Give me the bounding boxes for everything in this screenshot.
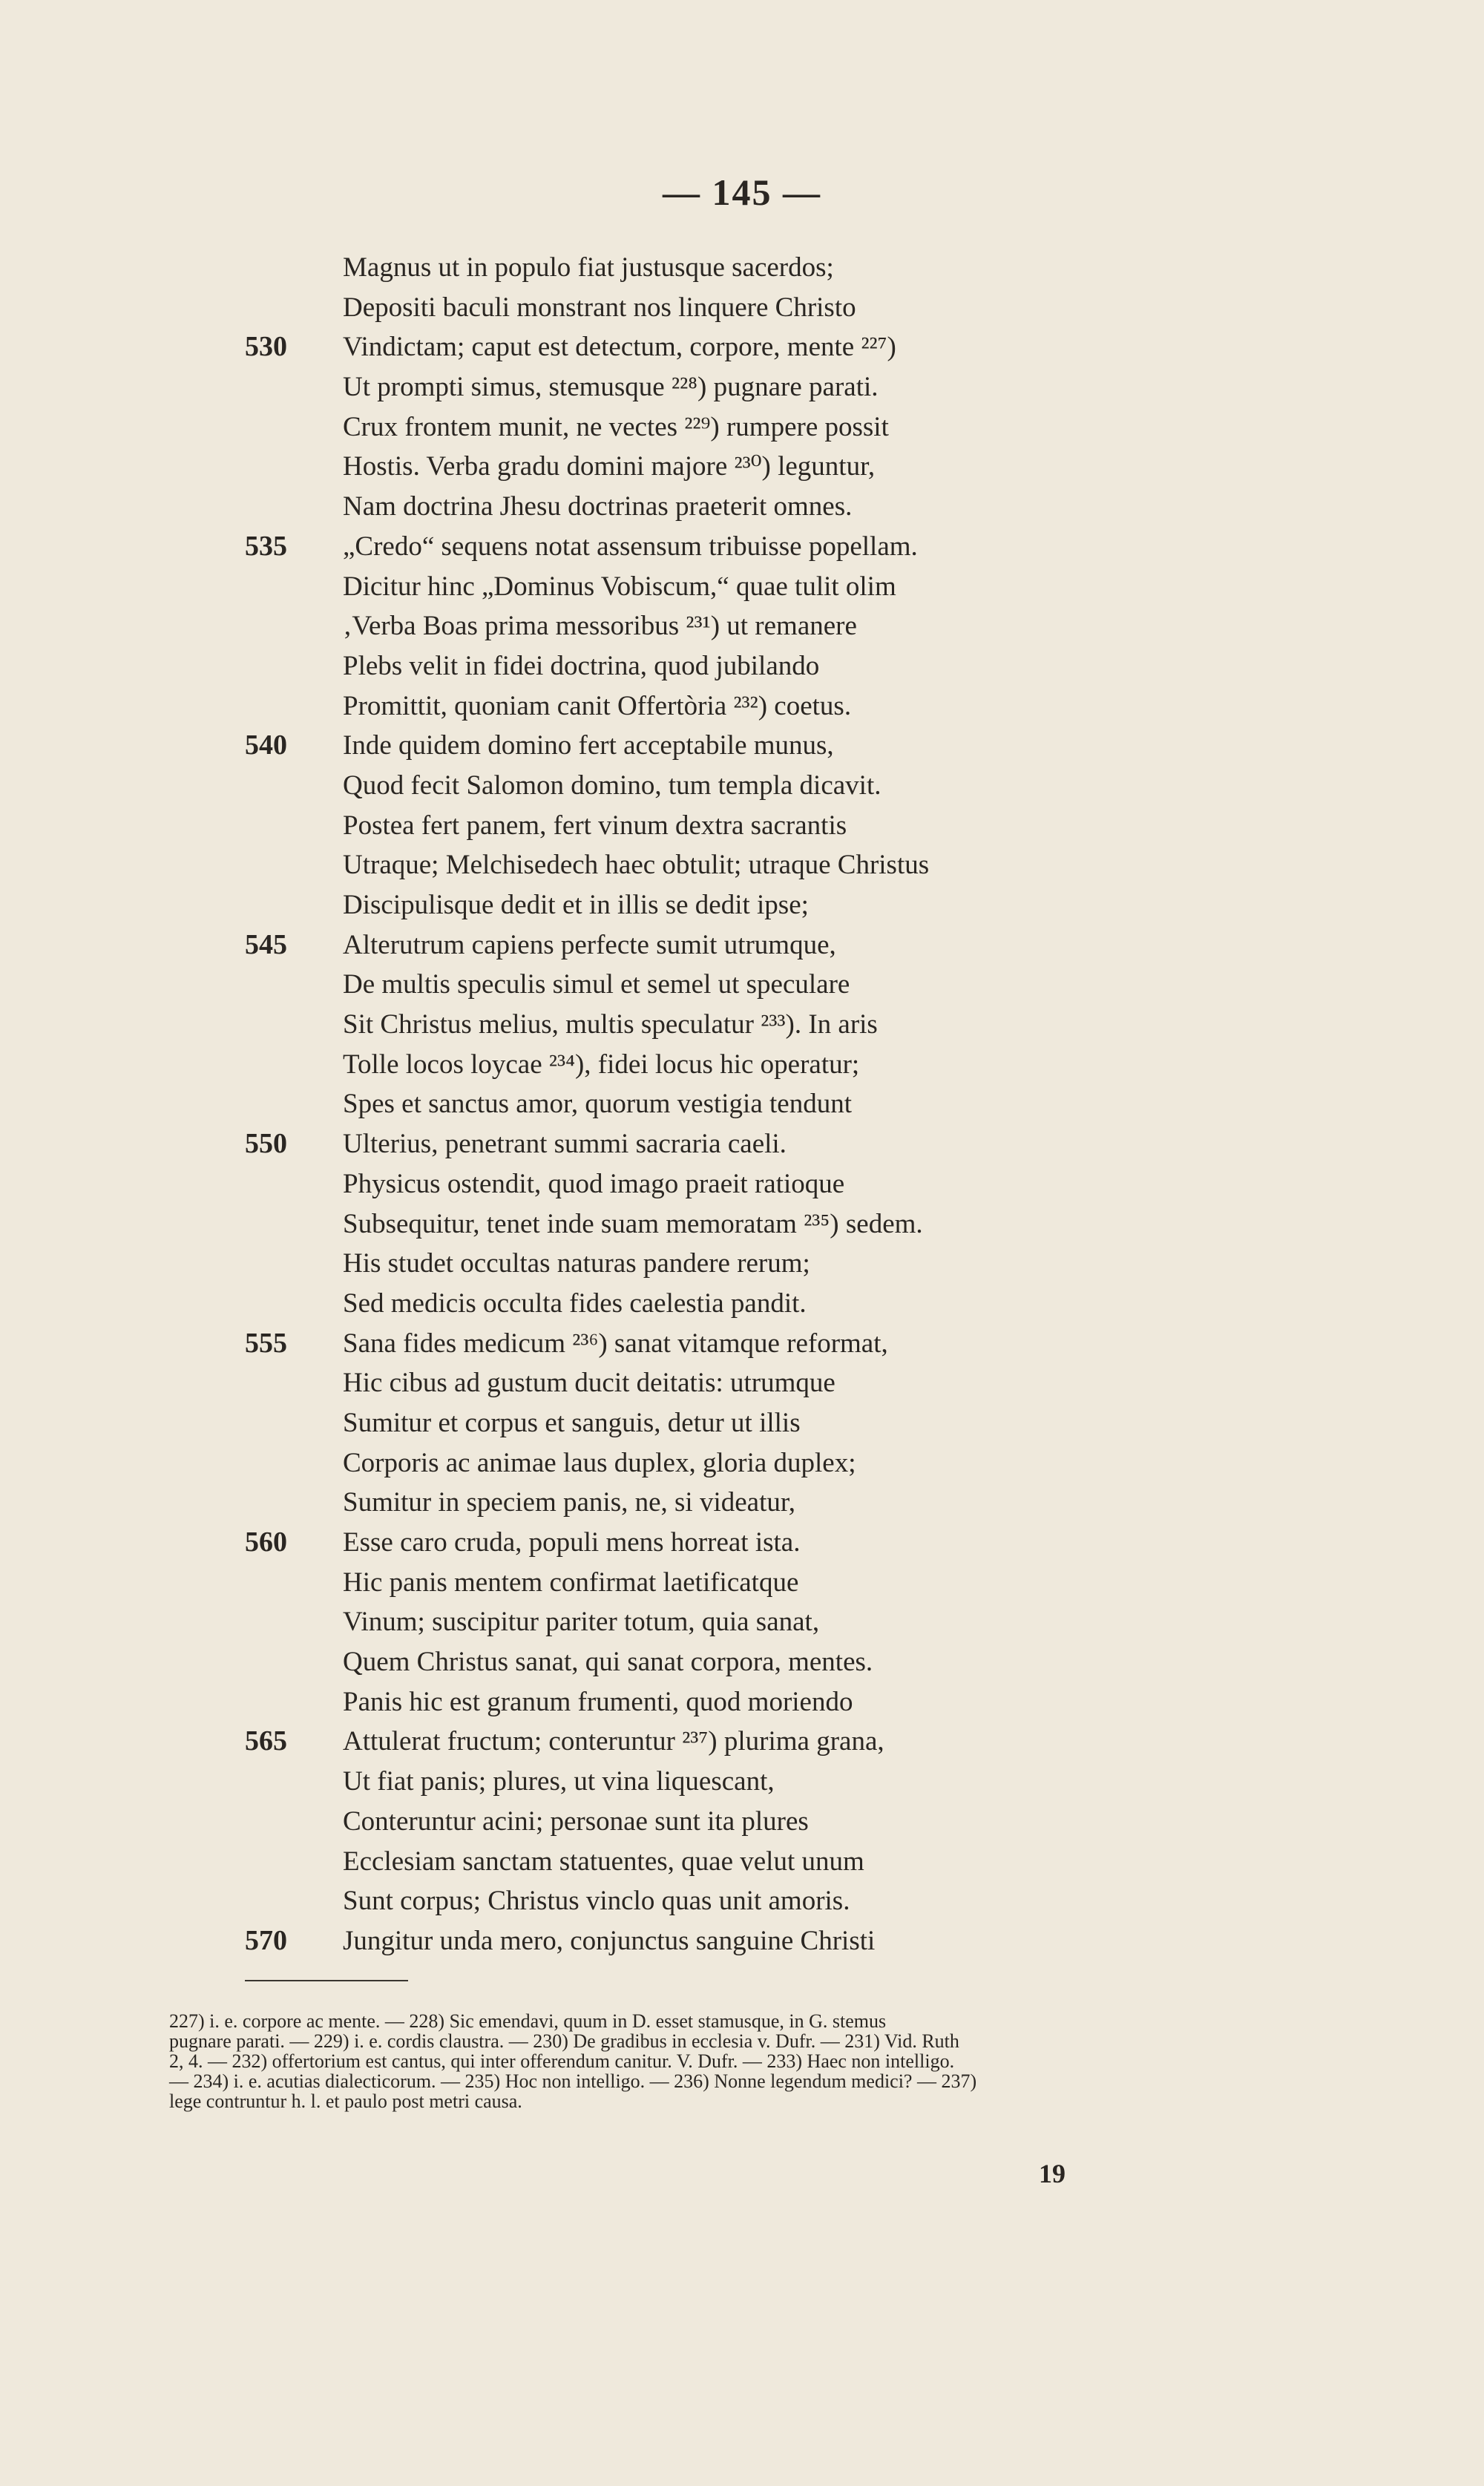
verse-text: Inde quidem domino fert acceptabile munus, — [343, 730, 834, 761]
line-number: 530 — [245, 331, 287, 363]
verse-line — [0, 606, 1484, 646]
verse-line — [0, 288, 1484, 328]
verse-text: Vindictam; caput est detectum, corpore, mente ²²⁷) — [343, 332, 896, 363]
verse-line — [0, 925, 1484, 965]
verse-text: Subsequitur, tenet inde suam memoratam ²³⁵) sedem. — [343, 1208, 923, 1239]
verse-line — [0, 1921, 1484, 1961]
verse-text: Sana fides medicum ²³⁶) sanat vitamque reformat, — [343, 1328, 888, 1359]
verse-text: Sumitur et corpus et sanguis, detur ut illis — [343, 1407, 801, 1438]
footnotes — [169, 2011, 1356, 2111]
verse-line — [0, 726, 1484, 766]
footnote-line: lege contruntur h. l. et paulo post metri causa. — [169, 2090, 522, 2112]
verse-text: Vinum; suscipitur pariter totum, quia sanat, — [343, 1607, 820, 1638]
verse-text: Hic cibus ad gustum ducit deitatis: utrumque — [343, 1368, 835, 1399]
verse-text: Sunt corpus; Christus vinclo quas unit amoris. — [343, 1886, 850, 1917]
verse-text: Dicitur hinc „Dominus Vobiscum,“ quae tulit olim — [343, 571, 896, 602]
verse-text: Ut prompti simus, stemusque ²²⁸) pugnare parati. — [343, 372, 879, 403]
verse-line — [0, 487, 1484, 527]
verse-line — [0, 1842, 1484, 1882]
verse-line — [0, 1084, 1484, 1124]
verse-line — [0, 1403, 1484, 1443]
line-number: 535 — [245, 530, 287, 562]
verse-text: Utraque; Melchisedech haec obtulit; utraque Christus — [343, 850, 930, 881]
verse-line — [0, 327, 1484, 367]
line-number: 540 — [245, 729, 287, 761]
verse-text: Plebs velit in fidei doctrina, quod jubilando — [343, 650, 820, 681]
line-number: 560 — [245, 1526, 287, 1558]
verse-line — [0, 1284, 1484, 1324]
verse-text: Discipulisque dedit et in illis se dedit ipse; — [343, 890, 809, 920]
verse-line — [0, 1563, 1484, 1603]
line-number: 570 — [245, 1924, 287, 1956]
verse-text: Sumitur in speciem panis, ne, si videatur, — [343, 1487, 795, 1518]
footnote-line: 227) i. e. corpore ac mente. — 228) Sic emendavi, quum in D. esset stamusque, in G. stemus — [169, 2010, 887, 2032]
verse-text: Promittit, quoniam canit Offertòria ²³²) coetus. — [343, 690, 852, 721]
verse-text: Ecclesiam sanctam statuentes, quae velut unum — [343, 1846, 864, 1877]
verse-line — [0, 1005, 1484, 1045]
verse-text: His studet occultas naturas pandere rerum; — [343, 1248, 810, 1279]
verse-text: Ulterius, penetrant summi sacraria caeli. — [343, 1129, 787, 1160]
verse-text: Panis hic est granum frumenti, quod moriendo — [343, 1686, 853, 1717]
verse-line — [0, 806, 1484, 846]
verse-text: Quod fecit Salomon domino, tum templa dicavit. — [343, 770, 881, 801]
verse-line — [0, 1762, 1484, 1802]
verse-line — [0, 367, 1484, 407]
verse-line — [0, 885, 1484, 925]
verse-line — [0, 1204, 1484, 1244]
verse-line — [0, 1523, 1484, 1563]
verse-line — [0, 248, 1484, 288]
verse-line — [0, 1881, 1484, 1921]
verse-text: Postea fert panem, fert vinum dextra sacrantis — [343, 810, 847, 841]
verse-line — [0, 766, 1484, 806]
verse-line — [0, 1802, 1484, 1842]
verse-text: Corporis ac animae laus duplex, gloria duplex; — [343, 1447, 856, 1478]
verse-text: Jungitur unda mero, conjunctus sanguine Christi — [343, 1925, 876, 1956]
verse-text: Tolle locos loycae ²³⁴), fidei locus hic operatur; — [343, 1049, 860, 1080]
verse-line — [0, 527, 1484, 567]
verse-text: Conteruntur acini; personae sunt ita plures — [343, 1806, 809, 1837]
verse-line — [0, 1045, 1484, 1085]
verse-line — [0, 1483, 1484, 1523]
verse-text: Depositi baculi monstrant nos linquere Christo — [343, 292, 856, 323]
footnote-line: 2, 4. — 232) offertorium est cantus, qui inter offerendum canitur. V. Dufr. — 233) Haec non intelligo. — [169, 2050, 955, 2072]
verse-line — [0, 1363, 1484, 1403]
verse-line — [0, 1443, 1484, 1483]
line-number: 545 — [245, 928, 287, 960]
verse-line — [0, 1324, 1484, 1364]
verse-text: ‚Verba Boas prima messoribus ²³¹) ut remanere — [343, 611, 857, 642]
footnote-line: — 234) i. e. acutias dialecticorum. — 235) Hoc non intelligo. — 236) Nonne legendum medici? — 237) — [169, 2070, 977, 2092]
verse-text: Physicus ostendit, quod imago praeit ratioque — [343, 1168, 845, 1199]
verse-text: Crux frontem munit, ne vectes ²²⁹) rumpere possit — [343, 411, 889, 442]
verse-line — [0, 845, 1484, 885]
verse-text: De multis speculis simul et semel ut speculare — [343, 969, 850, 1000]
verse-text: Esse caro cruda, populi mens horreat ista. — [343, 1527, 801, 1558]
verse-line — [0, 567, 1484, 607]
verse-line — [0, 1722, 1484, 1762]
verse-line — [0, 686, 1484, 727]
verse-line — [0, 965, 1484, 1005]
verse-line — [0, 646, 1484, 686]
verse-text: Quem Christus sanat, qui sanat corpora, mentes. — [343, 1647, 873, 1678]
signature-mark: 19 — [1039, 2159, 1066, 2188]
line-number: 550 — [245, 1128, 287, 1160]
verse-text: Spes et sanctus amor, quorum vestigia tendunt — [343, 1089, 852, 1120]
verse-text: Attulerat fructum; conteruntur ²³⁷) plurima grana, — [343, 1726, 884, 1757]
verse-text: Nam doctrina Jhesu doctrinas praeterit omnes. — [343, 491, 853, 522]
verse-line — [0, 1602, 1484, 1642]
verse-text: Ut fiat panis; plures, ut vina liquescant, — [343, 1766, 775, 1797]
line-number: 555 — [245, 1327, 287, 1359]
verse-line — [0, 407, 1484, 447]
verse-block — [0, 248, 1484, 1961]
footnote-line: pugnare parati. — 229) i. e. cordis claustra. — 230) De gradibus in ecclesia v. Dufr. — 231) Vid. Ruth — [169, 2030, 959, 2052]
verse-text: Hostis. Verba gradu domini majore ²³⁰) leguntur, — [343, 451, 876, 482]
verse-text: Sit Christus melius, multis speculatur ²³³). In aris — [343, 1009, 878, 1040]
verse-text: Magnus ut in populo fiat justusque sacerdos; — [343, 252, 834, 283]
verse-line — [0, 1682, 1484, 1722]
verse-line — [0, 1164, 1484, 1204]
verse-text: Alterutrum capiens perfecte sumit utrumque, — [343, 929, 836, 960]
verse-text: Hic panis mentem confirmat laetificatque — [343, 1567, 799, 1598]
footnote-rule — [245, 1980, 408, 1981]
verse-line — [0, 1244, 1484, 1284]
verse-line — [0, 1124, 1484, 1164]
verse-text: Sed medicis occulta fides caelestia pandit. — [343, 1288, 807, 1319]
verse-text: „Credo“ sequens notat assensum tribuisse popellam. — [343, 531, 918, 562]
verse-line — [0, 1642, 1484, 1682]
line-number: 565 — [245, 1725, 287, 1757]
verse-line — [0, 447, 1484, 487]
page-number-header: — 145 — — [663, 171, 821, 213]
